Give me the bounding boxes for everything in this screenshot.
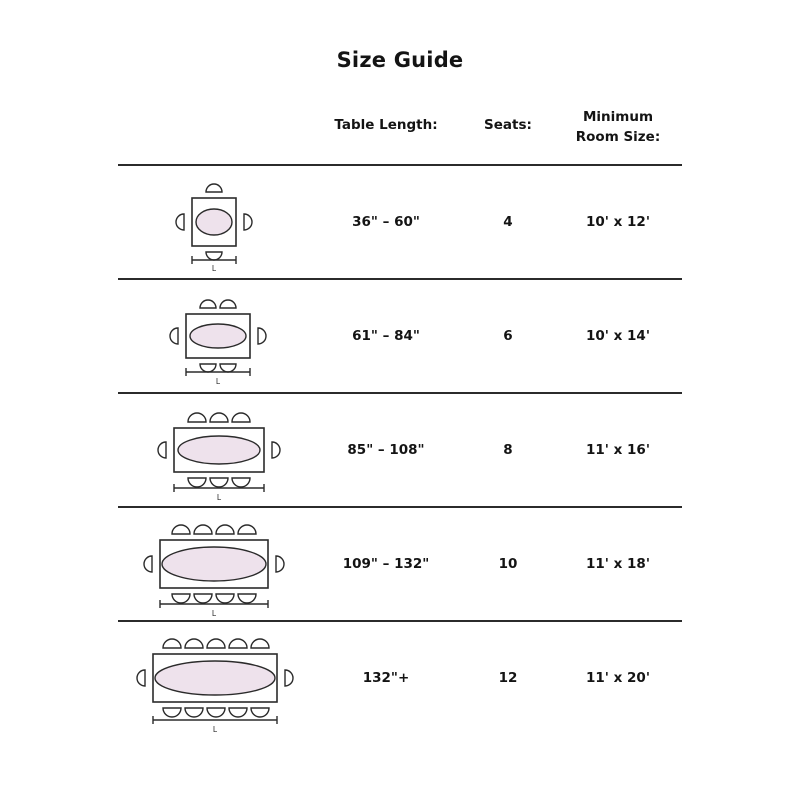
header-room-size — [554, 108, 682, 147]
table-row — [118, 166, 682, 278]
size-guide-table — [118, 108, 682, 734]
cell-table-length: 85" – 108" — [347, 442, 425, 458]
cell-table-length: 61" – 84" — [352, 328, 420, 344]
cell-room-size: 11' x 20' — [586, 670, 650, 686]
cell-table-length: 36" – 60" — [352, 214, 420, 230]
table-row — [118, 394, 682, 506]
svg-text:L: L — [211, 264, 217, 272]
svg-text:L: L — [215, 377, 221, 386]
table-row — [118, 622, 682, 734]
figure-oval-table-6 — [118, 286, 310, 386]
cell-seats: 4 — [503, 214, 513, 230]
cell-table-length: 109" – 132" — [342, 556, 430, 572]
svg-text:L: L — [212, 725, 218, 734]
cell-seats: 6 — [503, 328, 513, 344]
cell-room-size: 11' x 16' — [586, 442, 650, 458]
cell-room-size: 10' x 14' — [586, 328, 650, 344]
figure-oval-table-8 — [118, 398, 310, 502]
figure-square-table — [118, 172, 310, 272]
page-title: Size Guide — [336, 48, 464, 72]
header-room-size-line2: Room Size: — [575, 128, 661, 145]
table-row — [118, 508, 682, 620]
cell-seats: 10 — [498, 556, 518, 572]
cell-table-length: 132"+ — [362, 670, 410, 686]
header-seats: Seats: — [484, 117, 532, 133]
header-table-length: Table Length: — [334, 117, 438, 133]
cell-room-size: 11' x 18' — [586, 556, 650, 572]
table-header-row — [118, 108, 682, 164]
figure-oval-table-10 — [118, 510, 310, 618]
figure-oval-table-12 — [118, 622, 310, 734]
cell-room-size: 10' x 12' — [586, 214, 650, 230]
header-room-size-line1: Minimum — [582, 109, 654, 125]
svg-text:L: L — [216, 493, 222, 502]
cell-seats: 12 — [498, 670, 518, 686]
cell-seats: 8 — [503, 442, 513, 458]
svg-text:L: L — [211, 609, 217, 618]
table-row — [118, 280, 682, 392]
